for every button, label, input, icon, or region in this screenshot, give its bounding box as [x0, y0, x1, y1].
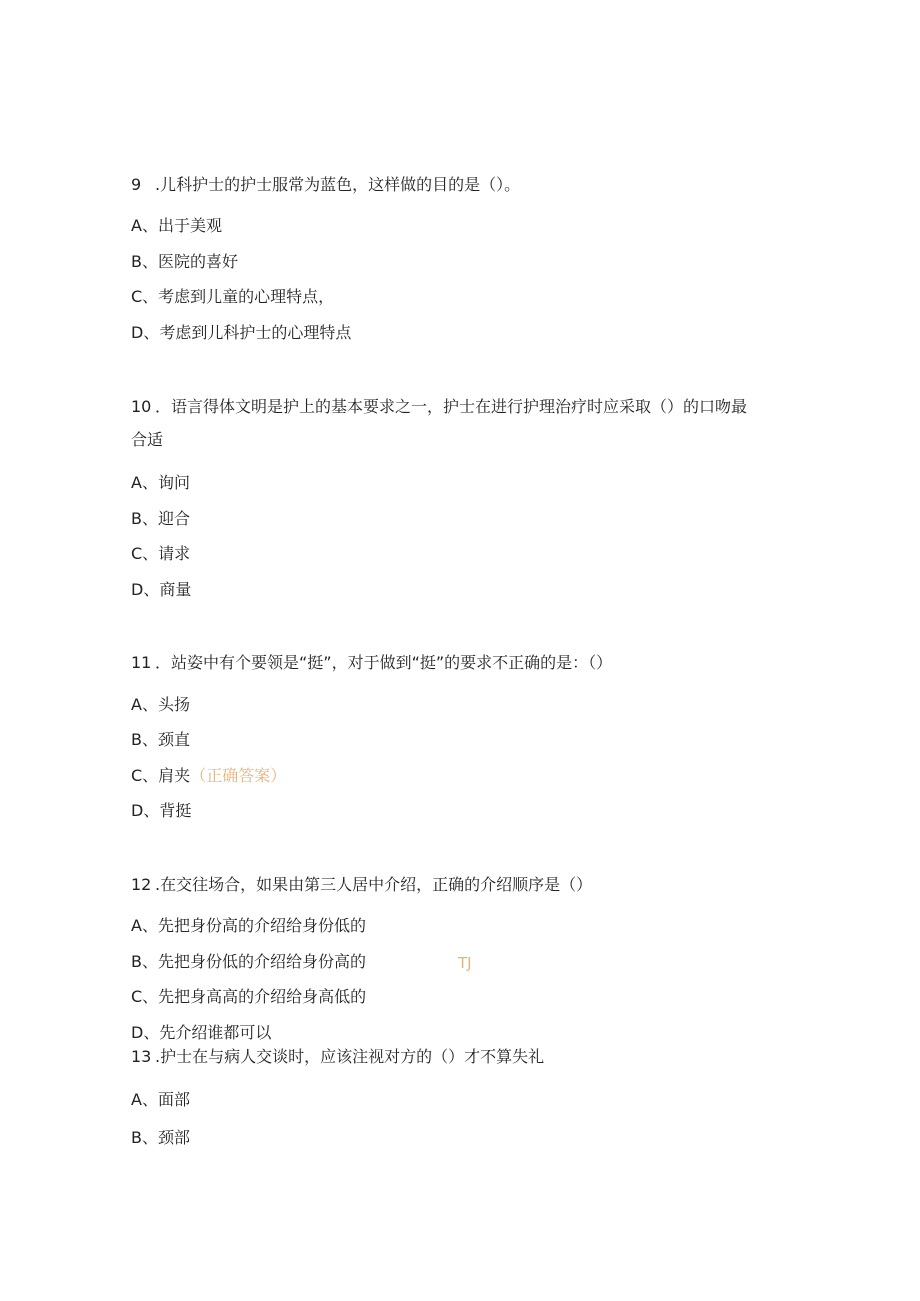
option-b: B、颈部: [131, 1128, 190, 1147]
question-text: [131, 875, 592, 895]
option-c: C、请求: [131, 544, 191, 563]
question-text: [131, 397, 747, 417]
option-b: B、颈直: [131, 730, 190, 749]
question-text: [131, 175, 520, 195]
option-a: A、头扬: [131, 695, 190, 714]
question-number: 11: [131, 653, 152, 672]
question-number: 13: [131, 1047, 152, 1066]
option-d: D、背挺: [131, 801, 192, 820]
option-c: C、先把身高高的介绍给身高低的: [131, 987, 367, 1006]
question-stem: .儿科护士的护士服常为蓝色，这样做的目的是（）。: [155, 175, 521, 194]
tj-mark: TJ: [458, 954, 472, 972]
option-b: B、先把身份低的介绍给身份高的: [131, 952, 366, 971]
option-c-text: C、肩夹: [131, 766, 191, 785]
question-stem-continued: 合适: [131, 430, 164, 449]
option-a: A、先把身份高的介绍给身份低的: [131, 916, 366, 935]
option-b: B、医院的喜好: [131, 252, 238, 271]
option-d: D、考虑到儿科护士的心理特点: [131, 323, 352, 342]
question-text: [131, 653, 612, 673]
option-c: [131, 766, 286, 786]
option-a: A、面部: [131, 1090, 190, 1109]
question-stem: .在交往场合，如果由第三人居中介绍，正确的介绍顺序是（）: [155, 875, 593, 894]
question-text: [131, 1047, 544, 1067]
option-a: A、出于美观: [131, 216, 222, 235]
question-number: 12: [131, 875, 152, 894]
question-number: 9: [131, 175, 142, 194]
question-stem: .护士在与病人交谈时，应该注视对方的（）才不算失礼: [155, 1047, 545, 1066]
question-stem: ．站姿中有个要领是“挺”，对于做到“挺”的要求不正确的是：（）: [155, 653, 613, 672]
option-a: A、询问: [131, 473, 190, 492]
question-stem: ．语言得体文明是护上的基本要求之一，护士在进行护理治疗时应采取（）的口吻最: [155, 397, 748, 416]
correct-answer-note: （正确答案）: [190, 766, 287, 785]
option-d: D、商量: [131, 580, 192, 599]
option-b: B、迎合: [131, 509, 190, 528]
option-c: C、考虑到儿童的心理特点，: [131, 287, 335, 306]
question-number: 10: [131, 397, 152, 416]
option-d: D、先介绍谁都可以: [131, 1023, 272, 1042]
